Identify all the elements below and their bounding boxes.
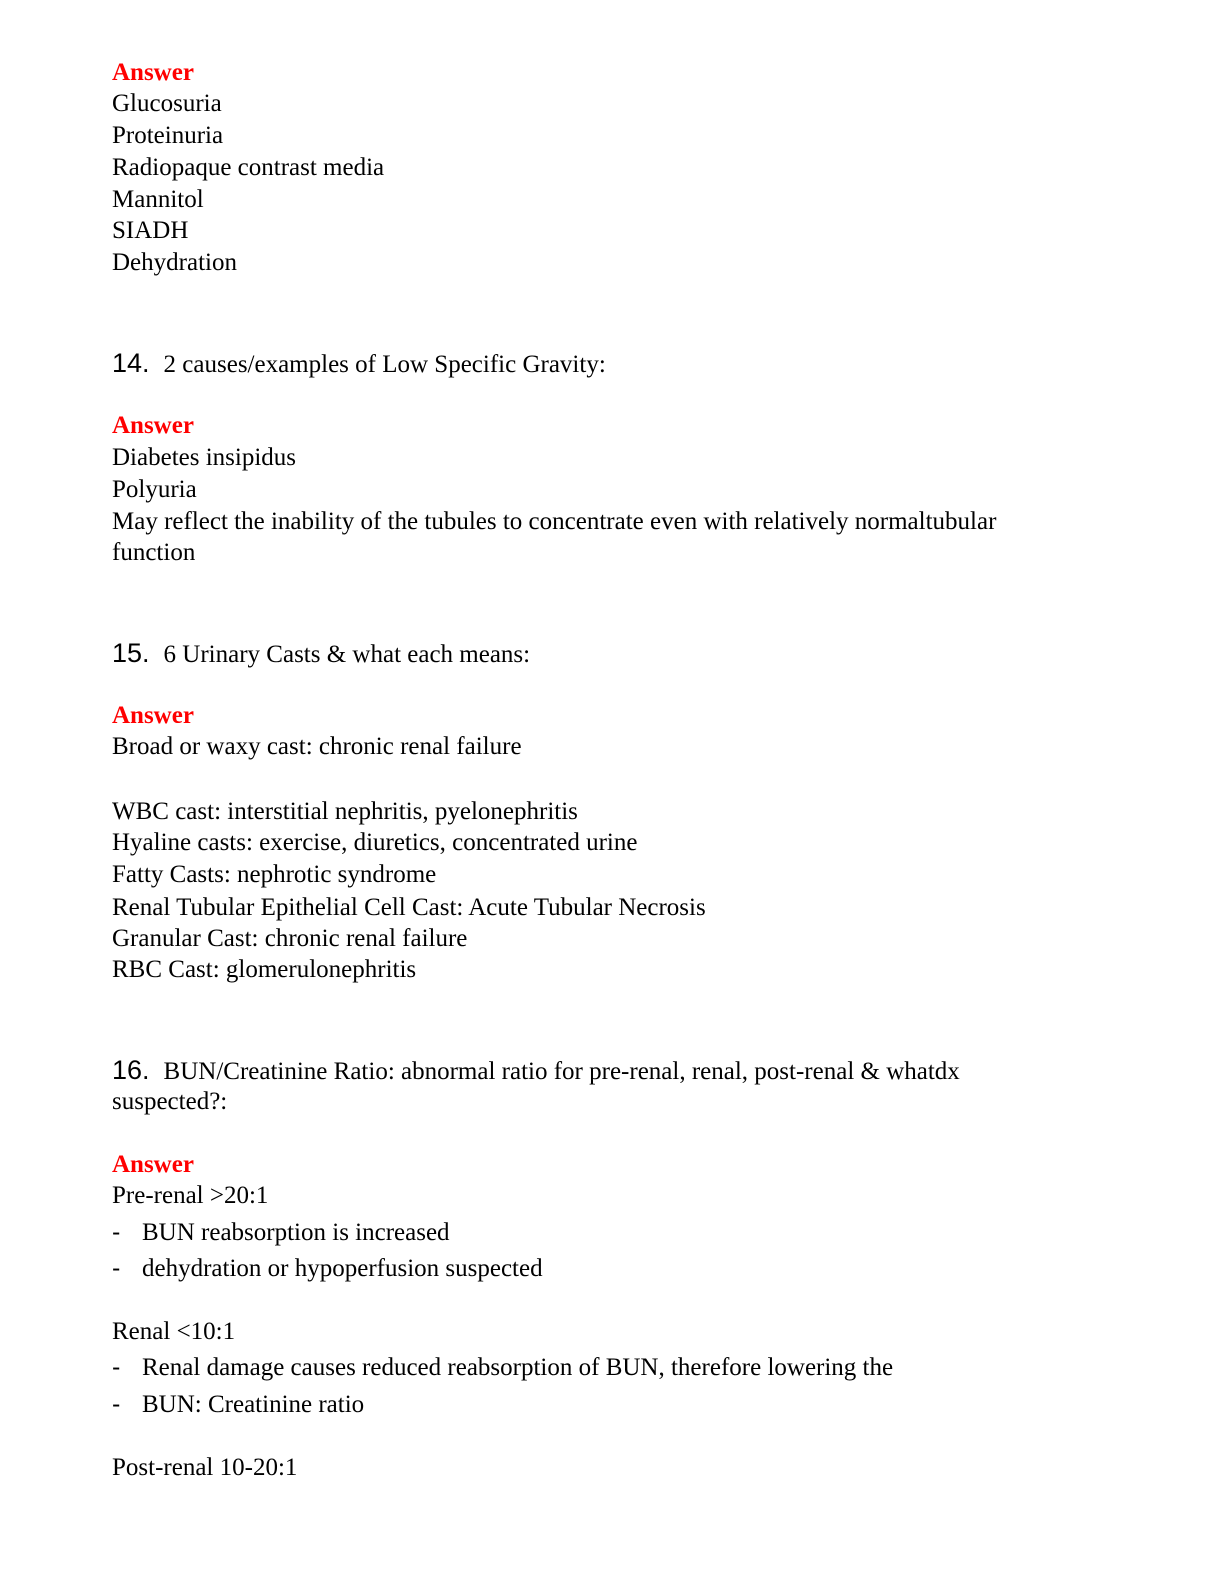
answer-label: Answer — [112, 59, 194, 86]
answer-item: Glucosuria — [112, 90, 222, 117]
question-number: 14. — [112, 348, 150, 378]
bullet-text: BUN reabsorption is increased — [142, 1219, 450, 1246]
answer-item: Radiopaque contrast media — [112, 154, 385, 181]
answer-item: Proteinuria — [112, 122, 224, 149]
bullet-text: dehydration or hypoperfusion suspected — [142, 1255, 543, 1282]
bullet-item — [112, 1217, 450, 1248]
question-14 — [112, 348, 606, 380]
question-16 — [112, 1055, 960, 1087]
dash-bullet: - — [112, 1254, 121, 1282]
answer-item: Hyaline casts: exercise, diuretics, concentrated urine — [112, 829, 638, 856]
bullet-item — [112, 1352, 893, 1383]
question-text: 2 causes/examples of Low Specific Gravity: — [163, 351, 606, 378]
answer-item: Broad or waxy cast: chronic renal failure — [112, 733, 522, 760]
answer-label: Answer — [112, 1151, 194, 1178]
answer-item: SIADH — [112, 217, 189, 244]
answer-item: Fatty Casts: nephrotic syndrome — [112, 861, 437, 888]
question-15 — [112, 638, 530, 670]
bullet-item — [112, 1253, 543, 1284]
answer-label: Answer — [112, 412, 194, 439]
prerenal-heading: Pre-renal >20:1 — [112, 1182, 269, 1209]
dash-bullet: - — [112, 1353, 121, 1381]
answer-item: Diabetes insipidus — [112, 444, 297, 471]
answer-item: Mannitol — [112, 186, 204, 213]
renal-heading: Renal <10:1 — [112, 1318, 236, 1345]
question-text: BUN/Creatinine Ratio: abnormal ratio for pre-renal, renal, post-renal & whatdx — [163, 1058, 960, 1085]
answer-item: Polyuria — [112, 476, 197, 503]
answer-item: function — [112, 539, 196, 566]
question-number: 16. — [112, 1055, 150, 1085]
answer-item: May reflect the inability of the tubules to concentrate even with relatively normaltubular — [112, 508, 997, 535]
answer-item: Granular Cast: chronic renal failure — [112, 925, 468, 952]
bullet-text: BUN: Creatinine ratio — [142, 1391, 365, 1418]
dash-bullet: - — [112, 1390, 121, 1418]
answer-label: Answer — [112, 702, 194, 729]
dash-bullet: - — [112, 1218, 121, 1246]
postrenal-heading: Post-renal 10-20:1 — [112, 1454, 298, 1481]
answer-item: RBC Cast: glomerulonephritis — [112, 956, 417, 983]
question-text: 6 Urinary Casts & what each means: — [163, 641, 531, 668]
bullet-text: Renal damage causes reduced reabsorption of BUN, therefore lowering the — [142, 1354, 894, 1381]
answer-item: WBC cast: interstitial nephritis, pyelonephritis — [112, 798, 578, 825]
answer-item: Dehydration — [112, 249, 237, 276]
bullet-item — [112, 1389, 364, 1420]
question-text-continued: suspected?: — [112, 1088, 228, 1115]
question-number: 15. — [112, 638, 150, 668]
answer-item: Renal Tubular Epithelial Cell Cast: Acute Tubular Necrosis — [112, 894, 706, 921]
